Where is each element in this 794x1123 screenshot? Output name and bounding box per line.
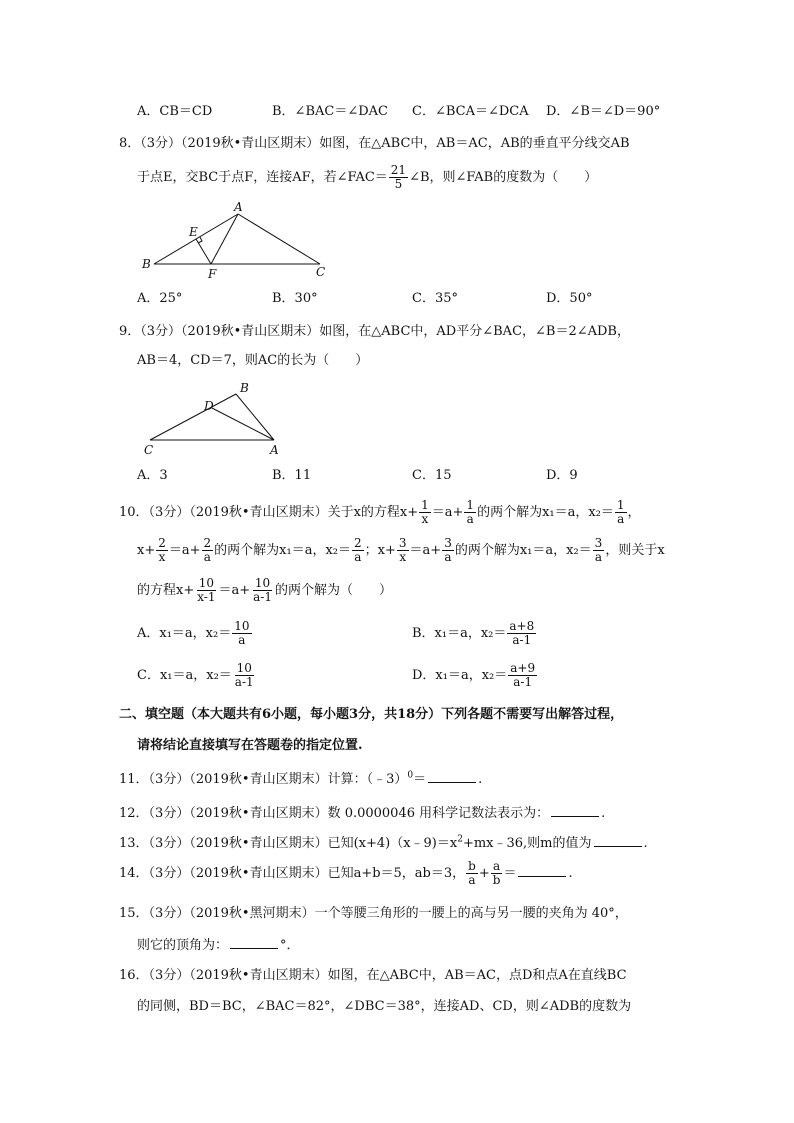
frac-num: b [468,859,476,873]
q14-period: . [568,866,573,881]
option-label: D．x₁＝a，x₂＝ [412,668,508,683]
q10-frac-1-a [464,499,476,526]
q8-label-a: A [234,200,243,214]
q9-label-c: C [144,443,154,457]
q10-option-d [412,660,538,692]
frac-den: x-1 [197,590,216,604]
q7-option-d: D．∠B＝∠D＝90° [546,104,661,119]
frac-num: 3 [444,536,452,550]
q10-frac-3-a-result [593,537,605,564]
q7-option-b: B．∠BAC＝∠DAC [272,104,388,119]
q8-text-part1: 于点E，交BC于点F，连接AF，若∠FAC＝ [137,170,388,185]
q9-segment-ad [212,408,274,440]
q8-option-c: C．35° [412,291,458,306]
q10-l3-text-c: 的两个解为（ ） [274,583,392,598]
frac-num: a [493,859,501,873]
q8-side-ac [238,214,320,264]
q8-label-b: B [142,257,151,271]
q7-option-c: C．∠BCA＝∠DCA [412,104,529,119]
q15-line2 [137,936,300,954]
option-label: C．x₁＝a，x₂＝ [137,668,232,683]
q9-figure [138,378,298,458]
q13-text: 13．（3分）（2019秋•青山区期末）已知(x+4)（x﹣9)＝x [119,836,458,851]
q10-l2-text-c: 的两个解为x₁＝a，x₂＝ [214,543,352,558]
q10-frac-1-x [419,499,431,526]
q8-frac-den: 5 [394,177,403,191]
q10-frac-3-x [397,537,409,564]
q10-l1-text-a: 10．（3分）（2019秋•青山区期末）关于x的方程x+ [119,505,419,520]
q10-l2-text-e: ＝a+ [409,543,442,558]
frac-num: 10 [236,661,252,675]
q14-text: 14．（3分）（2019秋•青山区期末）已知a+b＝5，ab＝3， [119,866,466,881]
frac-num: 10 [234,619,250,633]
q11-answer-blank[interactable] [428,770,476,783]
q10-l3-text-a: 的方程x+ [137,583,195,598]
q10-option-b [412,618,537,650]
q10-frac-10-a1 [251,577,274,604]
q10-frac-2-a [202,537,214,564]
q8-option-a: A．25° [137,291,183,306]
q14-frac-a-b [491,860,503,887]
q13 [119,834,648,852]
q7-option-a: A．CB＝CD [137,104,213,119]
q11 [119,770,482,788]
q8-fraction [389,164,408,191]
frac-den: x [399,550,407,564]
frac-den: a [466,512,474,526]
q14-equals: ＝ [503,866,517,881]
q8-label-c: C [316,265,326,279]
q9-label-a: A [270,443,279,457]
q8-option-b: B．30° [272,291,318,306]
q10-opt-d-frac [508,662,537,689]
frac-den: a [354,550,362,564]
q15-answer-blank[interactable] [230,936,278,949]
option-label: A．x₁＝a，x₂＝ [137,626,232,641]
frac-den: a-1 [253,590,272,604]
q10-opt-b-frac [507,620,536,647]
q12-answer-blank[interactable] [551,804,599,817]
section2-heading-line1: 二、填空题（本大题共有6小题，每小题3分，共18分）下列各题不需要写出解答过程， [119,707,624,722]
frac-num: 10 [254,576,271,590]
q10-l2-text-f: 的两个解为x₁＝a，x₂＝ [454,543,592,558]
q8-frac-num: 21 [390,163,407,177]
q8-label-e: E [189,225,198,239]
q10-frac-2-a-result [352,537,364,564]
q10-frac-2-x [156,537,168,564]
frac-num: a+9 [510,661,536,675]
section2-heading-line2: 请将结论直接填写在答题卷的指定位置. [137,738,363,753]
frac-den: x [421,512,429,526]
q8-figure [138,200,338,282]
q15-text: 则它的顶角为： [137,938,229,953]
q10-l2-text-a: x+ [137,543,156,558]
q9-side-cb [150,394,236,440]
q10-l3-text-b: ＝a+ [218,583,251,598]
q9-side-ba [236,394,274,440]
q15-degree: °． [280,938,300,953]
q10-frac-3-a [442,537,454,564]
q10-line1 [119,497,641,529]
q10-option-c [137,660,257,692]
q16-line1: 16．（3分）（2019秋•青山区期末）如图，在△ABC中，AB＝AC，点D和点A在直线BC [119,968,627,983]
q9-label-d: D [204,399,214,413]
q10-l2-text-b: ＝a+ [168,543,201,558]
frac-num: a+8 [509,619,535,633]
option-label: B．x₁＝a，x₂＝ [412,626,507,641]
q10-option-a [137,618,253,650]
q10-line2 [137,535,665,567]
q9-label-b: B [240,381,249,395]
frac-num: 1 [421,498,429,512]
q8-option-d: D．50° [546,291,593,306]
frac-den: a [238,633,246,647]
frac-den: a-1 [234,675,254,689]
q13-answer-blank[interactable] [594,834,642,847]
q10-opt-a-frac [232,620,251,647]
q8-text-line1: 8．（3分）（2019秋•青山区期末）如图，在△ABC中，AB＝AC，AB的垂直平分线交AB [119,136,630,151]
q12 [119,804,605,822]
q13-period: . [643,836,648,851]
q9-option-b: B．11 [272,468,312,483]
frac-num: 2 [354,536,362,550]
q11-period: . [478,772,483,787]
frac-den: x [158,550,166,564]
frac-num: 2 [158,536,166,550]
frac-den: a [594,550,603,564]
q13-text2: +mx﹣36,则m的值为 [462,836,592,851]
frac-den: a [444,550,452,564]
frac-num: 1 [466,498,475,512]
q9-option-a: A．3 [137,468,168,483]
q8-text-line2 [137,162,597,194]
q14-frac-b-a [466,860,478,887]
q9-text-line2: AB＝4，CD＝7，则AC的长为（ ） [137,353,369,368]
q10-line3 [137,575,392,607]
q9-option-c: C．15 [412,468,452,483]
q14 [119,858,573,890]
q16-line2: 的同侧，BD＝BC，∠BAC＝82°，∠DBC＝38°，连接AD、CD，则∠ADB的度数为 [137,999,632,1014]
frac-num: 3 [398,536,407,550]
q10-opt-c-frac [233,662,256,689]
q10-l2-text-d: ；x+ [364,543,396,558]
q10-frac-1-a-result [615,499,627,526]
q14-plus: + [478,866,490,881]
q11-equals: ＝ [413,772,427,787]
q8-label-f: F [208,267,217,281]
q12-period: . [601,806,606,821]
q10-l1-text-b: ＝a+ [431,505,464,520]
q12-text: 12．（3分）（2019秋•青山区期末）数 0.0000046 用科学记数法表示为： [119,806,550,821]
q10-l2-text-g: ，则关于x [605,543,665,558]
frac-den: a-1 [513,675,533,689]
frac-num: 2 [203,536,212,550]
q10-frac-10-x1 [195,577,217,604]
q9-option-d: D．9 [546,468,578,483]
frac-num: 10 [198,576,214,590]
q11-text: 11．（3分）（2019秋•青山区期末）计算：（﹣3） [119,772,408,787]
q11-exponent: 0 [407,770,414,781]
q9-text-line1: 9．（3分）（2019秋•青山区期末）如图，在△ABC中，AD平分∠BAC，∠B＝2∠ADB， [119,324,630,339]
frac-num: 1 [616,498,625,512]
q13-exponent: 2 [457,834,463,845]
frac-den: b [492,873,501,887]
frac-num: 3 [594,536,603,550]
frac-den: a [203,550,211,564]
q10-l1-end: ， [627,505,641,520]
q8-text-part2: ∠B，则∠FAB的度数为（ ） [409,170,598,185]
q15-line1: 15．（3分）（2019秋•黑河期末）一个等腰三角形的一腰上的高与另一腰的夹角为 40°， [119,906,628,921]
frac-den: a [617,512,625,526]
q14-answer-blank[interactable] [518,864,566,877]
q10-l1-text-c: 的两个解为x₁＝a，x₂＝ [477,505,614,520]
frac-den: a-1 [512,633,532,647]
frac-den: a [468,873,476,887]
